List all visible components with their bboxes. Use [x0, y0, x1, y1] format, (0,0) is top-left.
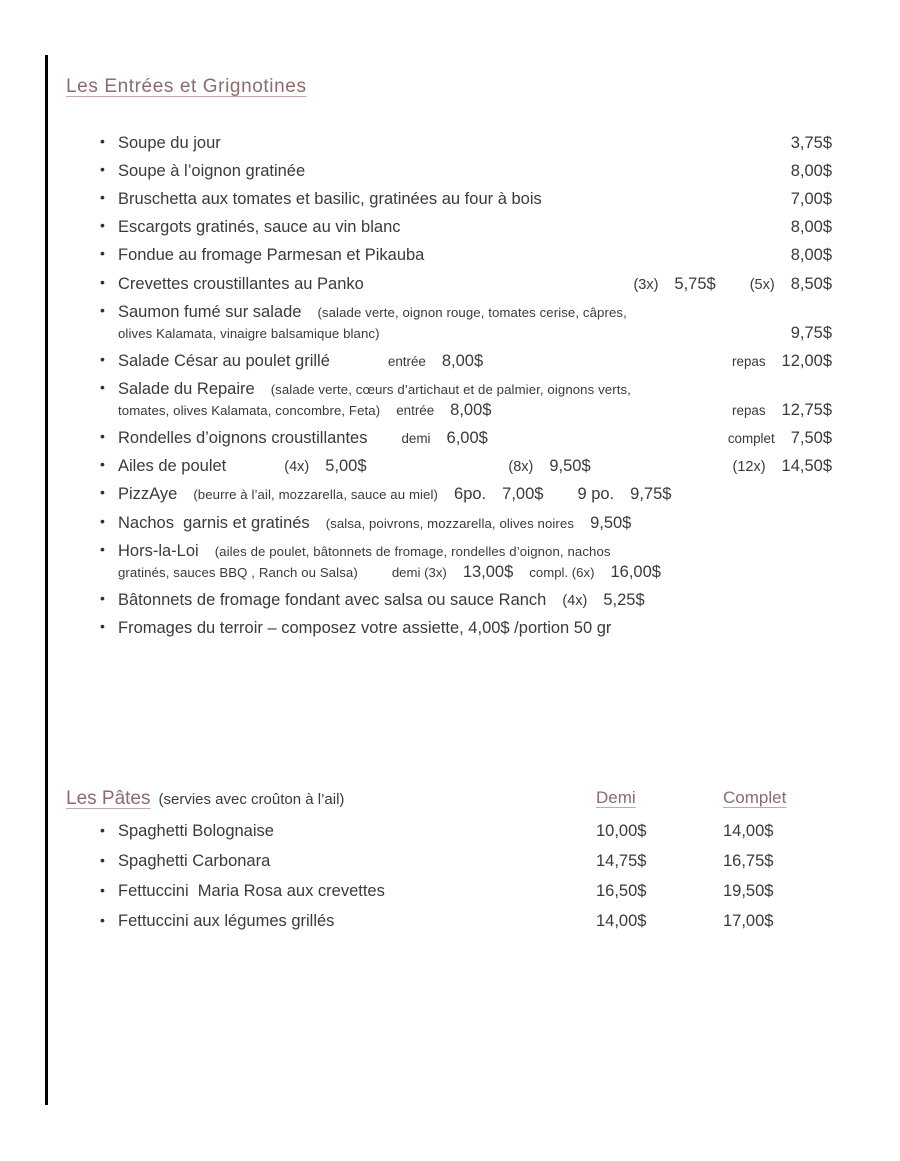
item-price-demi: 14,00$	[596, 912, 647, 930]
item-name: Salade César au poulet grillé	[118, 351, 330, 370]
item-price-1: 7,00$	[502, 485, 544, 504]
item-price-1: 13,00$	[462, 562, 514, 581]
section-heading-entrees	[66, 76, 307, 98]
bullet-icon: •	[100, 882, 105, 898]
item-size-label-1: demi (3x)	[391, 564, 447, 580]
item-name: Fromages du terroir – composez votre assiette, 4,00$ /portion 50 gr	[118, 618, 612, 637]
item-price: 8,00$	[790, 246, 832, 265]
bullet-icon: •	[100, 301, 105, 318]
item-size-label-2: repas	[732, 403, 766, 419]
menu-item	[66, 161, 832, 182]
item-qty-2: (8x)	[508, 459, 534, 476]
bullet-icon: •	[100, 540, 105, 557]
table-row	[66, 912, 826, 942]
entrees-item-list	[66, 133, 833, 646]
bullet-icon: •	[100, 484, 105, 501]
item-description-line-1: (ailes de poulet, bâtonnets de fromage, rondelles d’oignon, nachos	[214, 543, 611, 559]
section-heading-entrees-text: Les Entrées et Grignotines	[66, 76, 307, 97]
item-price-2: 12,75$	[781, 401, 832, 420]
item-name: Rondelles d’oignons croustillantes	[118, 429, 368, 448]
item-price-1: 5,00$	[325, 457, 367, 476]
item-name: Escargots gratinés, sauce au vin blanc	[118, 218, 401, 237]
item-price-2: 8,50$	[790, 274, 832, 293]
item-price-complet: 17,00$	[723, 912, 774, 930]
item-size-label-2: 9 po.	[577, 485, 615, 504]
bullet-icon: •	[100, 161, 105, 178]
item-description: (salsa, poivrons, mozzarella, olives noires	[325, 515, 575, 531]
bullet-icon: •	[100, 912, 105, 928]
item-description-line-2: tomates, olives Kalamata, concombre, Feta)	[118, 403, 381, 419]
item-name: Soupe du jour	[118, 134, 221, 152]
item-size-label-2: complet	[727, 431, 775, 447]
item-qty-1: (3x)	[633, 276, 659, 293]
item-price-2: 16,00$	[610, 562, 661, 581]
menu-item	[66, 245, 832, 266]
item-qty-1: (4x)	[284, 459, 310, 476]
item-price-demi: 10,00$	[596, 822, 647, 840]
menu-item	[66, 590, 826, 611]
item-name: PizzAye	[118, 485, 178, 504]
item-name: Salade du Repaire	[118, 379, 255, 398]
bullet-icon: •	[100, 428, 105, 445]
item-qty-2: (5x)	[749, 276, 775, 293]
item-name: Crevettes croustillantes au Panko	[118, 274, 364, 293]
bullet-icon: •	[100, 512, 105, 529]
menu-item	[66, 513, 826, 534]
menu-item	[66, 301, 832, 344]
item-description-line-1: (salade verte, oignon rouge, tomates cerise, câpres,	[317, 304, 627, 320]
menu-item	[66, 189, 832, 210]
item-size-label-1: entrée	[387, 353, 426, 369]
item-size-label-1: entrée	[396, 403, 435, 419]
item-name: Spaghetti Carbonara	[118, 852, 271, 870]
bullet-icon: •	[100, 245, 105, 262]
bullet-icon: •	[100, 217, 105, 234]
item-price: 9,75$	[790, 323, 832, 342]
bullet-icon: •	[100, 189, 105, 206]
item-price-complet: 14,00$	[723, 822, 774, 840]
item-price-demi: 16,50$	[596, 882, 647, 900]
item-description-line-1: (salade verte, cœurs d’artichaut et de palmier, oignons verts,	[270, 381, 631, 397]
item-name: Saumon fumé sur salade	[118, 302, 302, 321]
item-name: Fettuccini aux légumes grillés	[118, 912, 335, 930]
menu-item	[66, 217, 832, 238]
item-size-label-1: demi	[401, 431, 431, 447]
bullet-icon: •	[100, 617, 105, 634]
item-name: Bâtonnets de fromage fondant avec salsa ou sauce Ranch	[118, 590, 547, 609]
item-name: Spaghetti Bolognaise	[118, 822, 274, 840]
menu-item	[66, 456, 833, 477]
item-size-label-2: compl. (6x)	[529, 564, 595, 580]
item-price: 3,75$	[790, 134, 832, 152]
item-name: Nachos garnis et gratinés	[118, 513, 310, 532]
section-heading-pates	[66, 788, 826, 810]
item-size-label-1: 6po.	[454, 485, 487, 504]
column-header-complet: Complet	[723, 788, 787, 807]
bullet-icon: •	[100, 273, 105, 290]
item-description-line-2: olives Kalamata, vinaigre balsamique blanc)	[118, 325, 380, 341]
section-heading-pates-title: Les Pâtes	[66, 788, 151, 809]
item-name: Soupe à l’oignon gratinée	[118, 162, 306, 181]
table-row	[66, 882, 826, 912]
item-price: 7,00$	[790, 190, 832, 209]
item-description: (beurre à l’ail, mozzarella, sauce au miel)	[193, 487, 439, 503]
pasta-item-list	[66, 822, 826, 942]
item-price-2: 12,00$	[781, 351, 832, 370]
section-heading-pates-subtitle: (servies avec croûton à l’ail)	[158, 791, 345, 808]
bullet-icon: •	[100, 456, 105, 473]
bullet-icon: •	[100, 822, 105, 838]
bullet-icon: •	[100, 852, 105, 868]
column-header-demi: Demi	[596, 788, 636, 807]
menu-item	[66, 350, 832, 372]
menu-item	[66, 618, 826, 639]
item-price-1: 6,00$	[446, 429, 488, 448]
item-name: Bruschetta aux tomates et basilic, gratinées au four à bois	[118, 190, 542, 209]
item-price-complet: 19,50$	[723, 882, 774, 900]
item-price-1: 5,75$	[674, 274, 716, 293]
menu-item	[66, 133, 832, 154]
item-price: 8,00$	[790, 218, 832, 237]
bullet-icon: •	[100, 350, 105, 367]
item-size-label-2: repas	[732, 353, 766, 369]
item-name: Fondue au fromage Parmesan et Pikauba	[118, 246, 425, 265]
item-price-2: 9,75$	[630, 485, 672, 504]
menu-item	[66, 428, 832, 449]
table-row	[66, 822, 826, 852]
menu-item	[66, 273, 832, 295]
item-qty-3: (12x)	[732, 459, 766, 476]
item-price-1: 8,00$	[441, 351, 484, 370]
table-row	[66, 852, 826, 882]
item-name: Hors-la-Loi	[118, 541, 199, 560]
item-name: Ailes de poulet	[118, 457, 227, 476]
menu-item	[66, 484, 826, 505]
bullet-icon: •	[100, 133, 105, 149]
item-price-2: 7,50$	[790, 429, 832, 448]
menu-item	[66, 541, 826, 583]
menu-sheet	[66, 0, 833, 1161]
item-price-1: 8,00$	[450, 401, 492, 420]
menu-item	[66, 378, 832, 421]
item-name: Fettuccini Maria Rosa aux crevettes	[118, 882, 385, 900]
item-price-2: 9,50$	[549, 457, 591, 476]
item-qty: (4x)	[562, 592, 588, 609]
page-left-rule	[45, 55, 48, 1105]
item-price: 8,00$	[790, 162, 832, 181]
item-price: 9,50$	[590, 513, 632, 532]
item-price: 5,25$	[603, 590, 645, 609]
item-price-3: 14,50$	[781, 457, 833, 476]
bullet-icon: •	[100, 378, 105, 395]
item-price-complet: 16,75$	[723, 852, 774, 870]
item-price-demi: 14,75$	[596, 852, 647, 870]
item-description-line-2: gratinés, sauces BBQ , Ranch ou Salsa)	[118, 564, 358, 580]
bullet-icon: •	[100, 589, 105, 606]
